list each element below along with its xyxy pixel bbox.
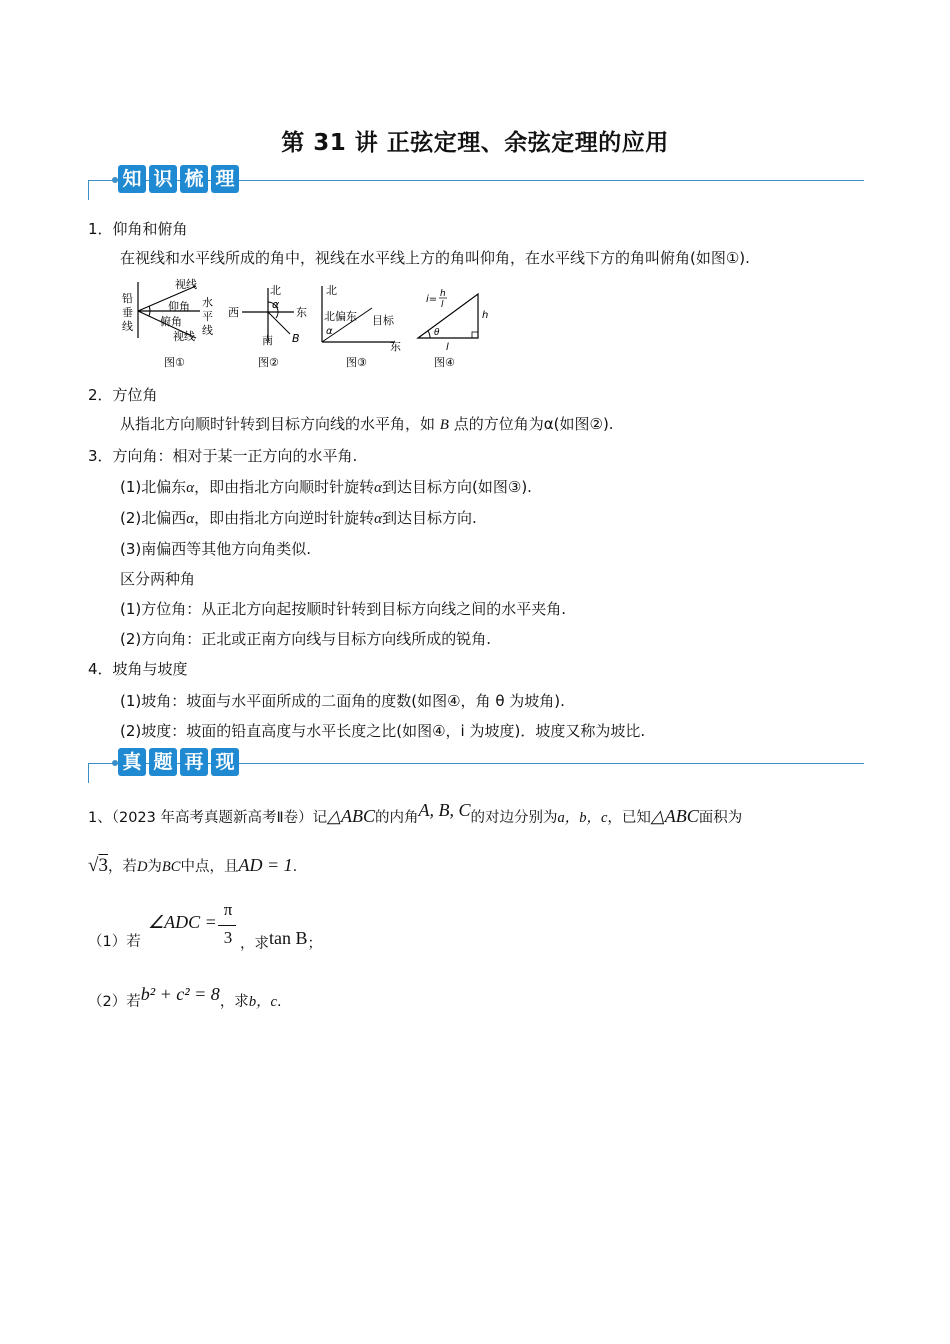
fig2-label: 东 bbox=[296, 306, 307, 319]
math-equation: AD = 1 bbox=[238, 855, 293, 875]
fig1-label: 视线 bbox=[175, 278, 197, 291]
math-var: D bbox=[136, 859, 148, 875]
fraction-numerator: π bbox=[223, 900, 233, 919]
fig3-label: 北偏东 bbox=[324, 310, 357, 323]
sqrt-symbol: √3 bbox=[88, 855, 108, 876]
figure-caption: 图② bbox=[258, 356, 279, 369]
fig3-label: 北 bbox=[326, 284, 337, 297]
text-span: (2)北偏西 bbox=[120, 509, 187, 527]
fig1-label: 仰角 bbox=[168, 300, 190, 313]
figure-azimuth bbox=[226, 280, 312, 370]
section-3-item-2 bbox=[120, 507, 477, 528]
fraction-bar bbox=[218, 925, 236, 926]
text-span: ，求 bbox=[219, 994, 249, 1010]
text-span: （2）若 bbox=[88, 994, 141, 1010]
text-span: . bbox=[292, 859, 298, 875]
section-3-note-1: (1)方位角：从正北方向起按顺时针转到目标方向线之间的水平夹角. bbox=[120, 600, 567, 618]
math-tan-text: tan B bbox=[269, 928, 308, 948]
fig2-label: 西 bbox=[228, 306, 239, 319]
section-3-note: 区分两种角 bbox=[120, 570, 196, 588]
fig4-label: l bbox=[441, 300, 444, 310]
alpha-symbol: α bbox=[374, 480, 383, 496]
section-2-heading: 2．方位角 bbox=[88, 386, 158, 404]
point-label: B bbox=[439, 417, 449, 433]
fig2-label: 北 bbox=[270, 284, 281, 297]
fig1-label: 垂 bbox=[122, 306, 133, 319]
text-span: 的内角 bbox=[374, 810, 419, 826]
sqrt-radicand: 3 bbox=[98, 855, 108, 876]
question-2 bbox=[88, 984, 282, 1011]
fig1-label: 线 bbox=[122, 320, 133, 333]
fig1-label: 线 bbox=[202, 324, 213, 337]
banner-char: 识 bbox=[149, 165, 177, 193]
text-span: (1)北偏东 bbox=[120, 478, 187, 496]
alpha-symbol: α bbox=[374, 511, 383, 527]
fig3-label: α bbox=[326, 326, 333, 337]
figure-slope bbox=[412, 280, 496, 370]
section-3-note-2: (2)方向角：正北或正南方向线与目标方向线所成的锐角. bbox=[120, 630, 492, 648]
fig2-label: B bbox=[292, 332, 300, 345]
text-span: 点的方位角为α(如图②). bbox=[453, 415, 614, 433]
banner-char: 再 bbox=[180, 748, 208, 776]
text-span: ，求 bbox=[240, 936, 269, 952]
fig1-label: 俯角 bbox=[160, 315, 182, 328]
math-var: BC bbox=[161, 859, 181, 875]
banner-char: 理 bbox=[211, 165, 239, 193]
fig1-label: 视线 bbox=[173, 330, 195, 343]
alpha-symbol: α bbox=[186, 511, 195, 527]
section-2-body bbox=[120, 413, 614, 434]
page-title: 第 31 讲 正弦定理、余弦定理的应用 bbox=[281, 130, 669, 156]
math-angles: A, B, C bbox=[418, 800, 471, 820]
section-4-item-2: (2)坡度：坡面的铅直高度与水平长度之比(如图④，i 为坡度)．坡度又称为坡比. bbox=[120, 722, 646, 740]
text-span: 从指北方向顺时针转到目标方向线的水平角，如 bbox=[120, 415, 436, 433]
fig4-label: h bbox=[440, 289, 446, 299]
figure-caption: 图③ bbox=[346, 356, 367, 369]
text-span: ，即由指北方向顺时针旋转 bbox=[194, 478, 375, 496]
fig4-label: θ bbox=[434, 328, 440, 338]
figure-elevation-depression bbox=[118, 276, 218, 370]
problem-line-2 bbox=[88, 855, 297, 877]
fig4-label: i= bbox=[426, 294, 438, 305]
text-span: 1、（2023 年高考真题新高考Ⅱ卷）记 bbox=[88, 810, 328, 826]
text-span: 面积为 bbox=[698, 810, 743, 826]
banner-char: 梳 bbox=[180, 165, 208, 193]
text-span: ； bbox=[307, 936, 322, 952]
math-sides: a，b，c bbox=[557, 810, 608, 826]
alpha-symbol: α bbox=[186, 480, 195, 496]
fig1-label: 水 bbox=[202, 296, 213, 309]
math-triangle: △ABC bbox=[327, 806, 375, 826]
section-banner-exam bbox=[88, 748, 864, 782]
fig4-label: h bbox=[482, 310, 489, 321]
math-vars: b，c bbox=[248, 994, 277, 1010]
section-4-item-1: (1)坡角：坡面与水平面所成的二面角的度数(如图④，角 θ 为坡角). bbox=[120, 692, 565, 710]
text-span: 为 bbox=[147, 859, 162, 875]
fig1-label: 平 bbox=[202, 310, 213, 323]
banner-char: 现 bbox=[211, 748, 239, 776]
math-angle-adc: ∠ADC = bbox=[148, 912, 217, 932]
text-span: 到达目标方向. bbox=[382, 509, 477, 527]
fig1-label: 铅 bbox=[122, 292, 133, 305]
text-span: ，即由指北方向逆时针旋转 bbox=[194, 509, 375, 527]
section-1-heading: 1．仰角和俯角 bbox=[88, 220, 188, 238]
text-span: 中点，且 bbox=[180, 859, 239, 875]
section-banner-knowledge bbox=[88, 165, 864, 199]
fig2-label: α bbox=[272, 298, 280, 311]
fig4-label: l bbox=[446, 342, 449, 353]
banner-char: 题 bbox=[149, 748, 177, 776]
fraction-denominator: 3 bbox=[223, 928, 233, 947]
section-4-heading: 4．坡角与坡度 bbox=[88, 660, 188, 678]
section-3-heading: 3．方向角：相对于某一正方向的水平角. bbox=[88, 447, 358, 465]
fig3-label: 目标 bbox=[372, 314, 394, 327]
math-tan bbox=[269, 928, 308, 948]
figure-caption: 图① bbox=[164, 356, 185, 369]
section-1-body: 在视线和水平线所成的角中，视线在水平线上方的角叫仰角，在水平线下方的角叫俯角(如图①). bbox=[120, 249, 750, 267]
text-span: 到达目标方向(如图③). bbox=[382, 478, 532, 496]
text-span: ，已知 bbox=[607, 810, 651, 826]
text-span: . bbox=[277, 994, 282, 1010]
problem-line-1 bbox=[88, 800, 743, 827]
section-3-item-3: (3)南偏西等其他方向角类似. bbox=[120, 540, 312, 558]
fig2-label: 南 bbox=[262, 334, 273, 347]
math-equation: b² + c² = 8 bbox=[140, 984, 220, 1004]
banner-char: 真 bbox=[118, 748, 146, 776]
math-triangle: △ABC bbox=[650, 806, 699, 826]
figure-direction-angle bbox=[316, 280, 408, 370]
figure-caption: 图④ bbox=[434, 356, 455, 369]
fig3-label: 东 bbox=[390, 340, 401, 353]
section-3-item-1 bbox=[120, 476, 532, 497]
question-1-rest bbox=[240, 928, 322, 953]
text-span: ，若 bbox=[107, 859, 137, 875]
banner-char: 知 bbox=[118, 165, 146, 193]
text-span: 的对边分别为 bbox=[470, 810, 558, 826]
question-1-prefix: （1）若 bbox=[88, 934, 141, 950]
